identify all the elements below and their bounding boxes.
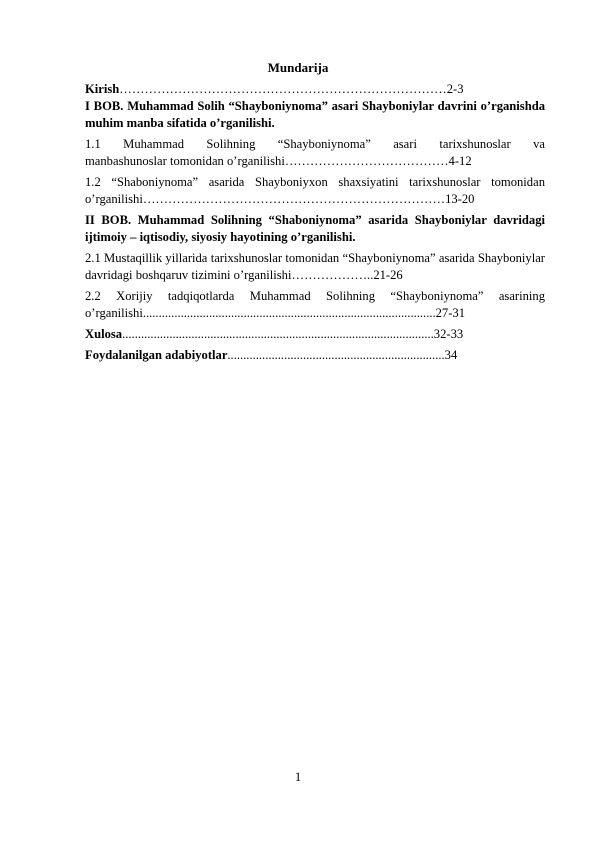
toc-entry-xulosa — [85, 326, 545, 343]
toc-entry-line: 1.1 Muhammad Solihning “Shayboniynoma” asari tarixshunoslar va — [85, 137, 545, 151]
page-number: 1 — [294, 770, 302, 784]
toc-entry-lead: Kirish — [85, 82, 120, 96]
toc-entry-1-2: 1.2 “Shaboniynoma” asarida Shayboniyxon shaxsiyatini tarixshunoslar tomonidan o’rganilishi………………………………………………………………13-20 — [85, 175, 545, 206]
table-of-contents — [85, 81, 545, 364]
toc-chapter-2: II BOB. Muhammad Solihning “Shaboniynoma” asarida Shayboniylar davridagi ijtimoiy – iqtisodiy, siyosiy hayotining o’rganilishi. — [85, 213, 545, 244]
toc-entry-leader: ……………………………………………………………………2-3 — [119, 82, 464, 96]
toc-entry-leader: .....................................................................34 — [227, 348, 458, 362]
toc-entry-lead: Foydalanilgan adabiyotlar — [85, 348, 228, 362]
toc-entry-2-2: 2.2 Xorijiy tadqiqotlarda Muhammad Solihning “Shayboniynoma” asarining o’rganilishi.............................................................................................27-31 — [85, 289, 545, 320]
toc-entry-1-1 — [85, 136, 545, 170]
toc-chapter-1: I BOB. Muhammad Solih “Shayboniynoma” asari Shayboniylar davrini o’rganishda muhim manba sifatida o’rganilishi. — [85, 99, 545, 130]
toc-entry-kirish — [85, 81, 545, 98]
toc-entry-adabiyotlar — [85, 347, 545, 364]
toc-entry-leader: ...................................................................................................32-33 — [122, 327, 464, 341]
toc-entry-lead: Xulosa — [85, 327, 123, 341]
toc-entry-2-1: 2.1 Mustaqillik yillarida tarixshunoslar tomonidan “Shayboniynoma” asarida Shayboniylar davridagi boshqaruv tizimini o’rganilishi………………..21-26 — [85, 251, 545, 282]
toc-entry-line: manbashunoslar tomonidan o’rganilishi…………………………………4-12 — [85, 154, 472, 168]
page-title: Mundarija — [267, 60, 329, 75]
